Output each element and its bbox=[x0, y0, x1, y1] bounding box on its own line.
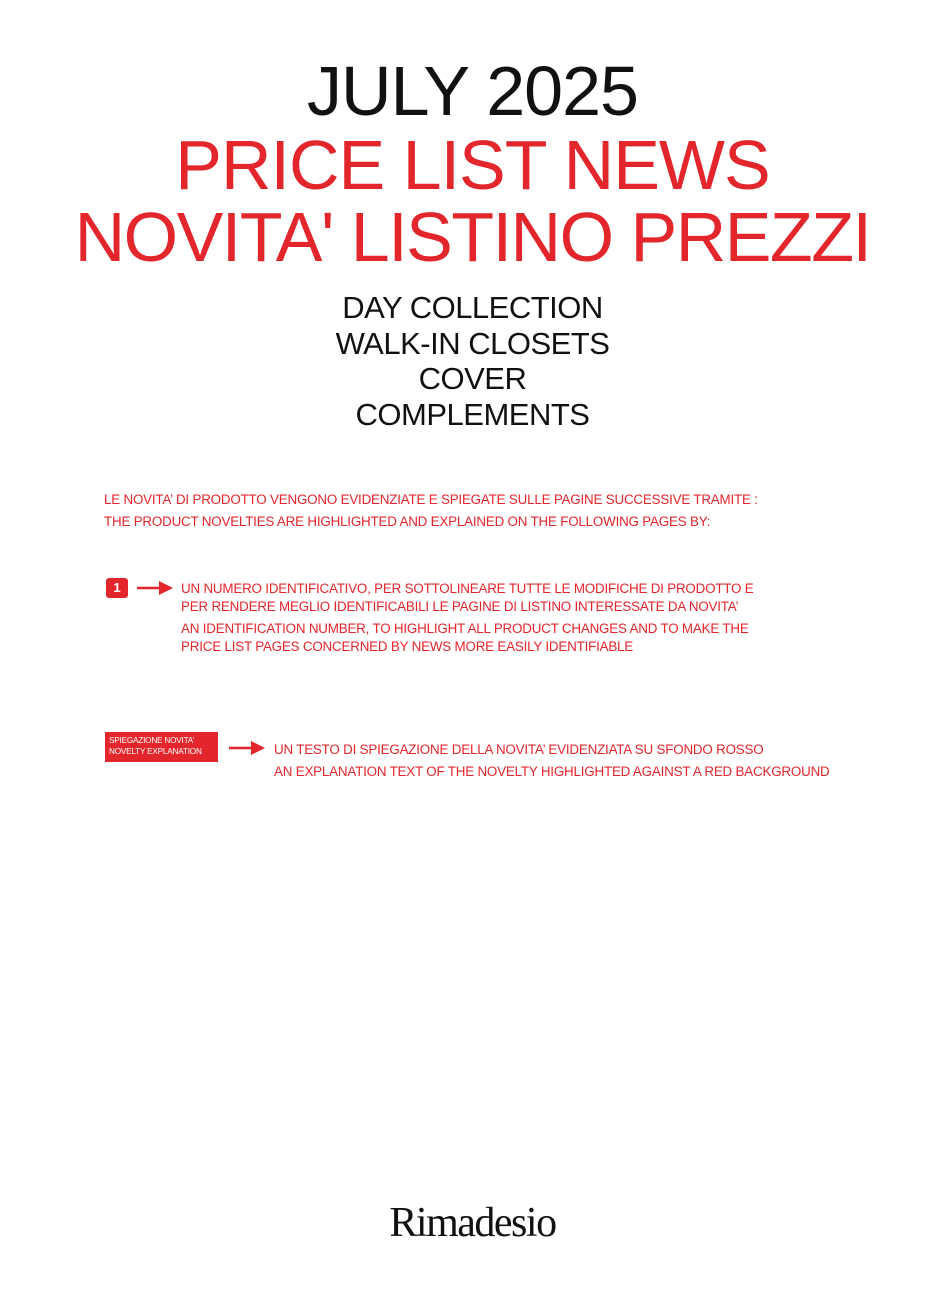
header-title-en: PRICE LIST NEWS bbox=[175, 126, 770, 204]
arrow-right-icon bbox=[137, 580, 173, 596]
legend-number-line: AN IDENTIFICATION NUMBER, TO HIGHLIGHT ALL PRODUCT CHANGES AND TO MAKE THE bbox=[181, 621, 749, 636]
intro-text-it: LE NOVITA’ DI PRODOTTO VENGONO EVIDENZIATE E SPIEGATE SULLE PAGINE SUCCESSIVE TRAMITE : bbox=[104, 492, 758, 507]
legend-explanation-line: AN EXPLANATION TEXT OF THE NOVELTY HIGHLIGHTED AGAINST A RED BACKGROUND bbox=[274, 764, 830, 779]
brand-logo: Rimadesio bbox=[389, 1200, 556, 1246]
intro-text-en: THE PRODUCT NOVELTIES ARE HIGHLIGHTED AND EXPLAINED ON THE FOLLOWING PAGES BY: bbox=[104, 514, 711, 529]
collection-item-cover: COVER bbox=[418, 361, 527, 396]
badge-label-it: SPIEGAZIONE NOVITA’ bbox=[109, 736, 195, 745]
legend-explanation-line: UN TESTO DI SPIEGAZIONE DELLA NOVITA’ EVIDENZIATA SU SFONDO ROSSO bbox=[274, 742, 764, 757]
collection-item-complements: COMPLEMENTS bbox=[355, 396, 590, 432]
legend-number-line: PRICE LIST PAGES CONCERNED BY NEWS MORE EASILY IDENTIFIABLE bbox=[181, 639, 634, 654]
identification-number-badge: 1 bbox=[106, 578, 128, 598]
header-date: JULY 2025 bbox=[307, 52, 638, 130]
collection-item-walk-in: WALK-IN CLOSETS bbox=[335, 325, 610, 361]
collection-item-day: DAY COLLECTION bbox=[342, 290, 603, 325]
legend-number-line: PER RENDERE MEGLIO IDENTIFICABILI LE PAGINE DI LISTINO INTERESSATE DA NOVITA’ bbox=[181, 599, 739, 614]
novelty-explanation-badge bbox=[105, 732, 218, 762]
badge-label-en: NOVELTY EXPLANATION bbox=[109, 746, 202, 756]
legend-number-line: UN NUMERO IDENTIFICATIVO, PER SOTTOLINEARE TUTTE LE MODIFICHE DI PRODOTTO E bbox=[181, 581, 754, 596]
arrow-right-icon bbox=[229, 740, 265, 756]
header-title-it: NOVITA' LISTINO PREZZI bbox=[74, 198, 871, 276]
